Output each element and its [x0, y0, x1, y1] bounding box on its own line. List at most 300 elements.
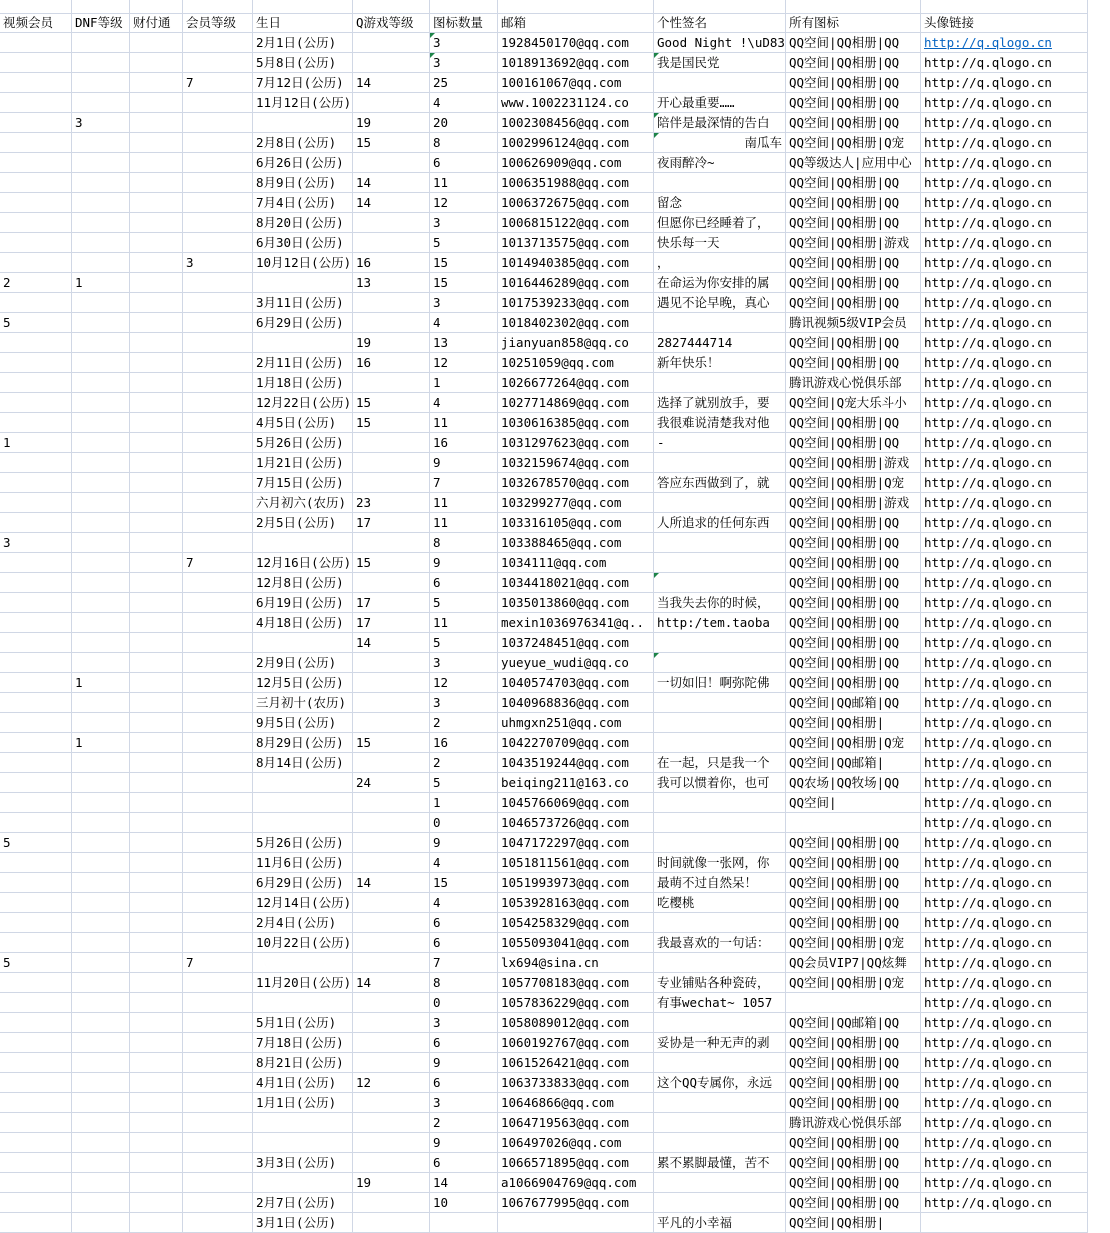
cell[interactable]: [0, 453, 72, 473]
cell[interactable]: [130, 273, 183, 293]
cell[interactable]: 12: [430, 673, 498, 693]
avatar-link[interactable]: http://q.qlogo.cn: [921, 833, 1088, 853]
cell[interactable]: [353, 673, 430, 693]
cell[interactable]: [72, 93, 130, 113]
cell[interactable]: 1031297623@qq.com: [498, 433, 654, 453]
cell[interactable]: 19: [353, 333, 430, 353]
cell[interactable]: 4月18日(公历): [253, 613, 353, 633]
cell[interactable]: QQ空间|QQ相册|Q宠: [786, 973, 921, 993]
cell[interactable]: 1: [430, 373, 498, 393]
cell[interactable]: [183, 313, 253, 333]
header-cell[interactable]: 财付通: [130, 14, 183, 33]
cell[interactable]: [353, 693, 430, 713]
cell[interactable]: [183, 173, 253, 193]
cell[interactable]: [130, 873, 183, 893]
cell[interactable]: a1066904769@qq.com: [498, 1173, 654, 1193]
cell[interactable]: [0, 1173, 72, 1193]
cell[interactable]: [353, 233, 430, 253]
cell[interactable]: 1057836229@qq.com: [498, 993, 654, 1013]
cell[interactable]: [353, 0, 430, 14]
cell[interactable]: 留念: [654, 193, 786, 213]
cell[interactable]: [353, 433, 430, 453]
cell[interactable]: [72, 1133, 130, 1153]
avatar-link[interactable]: http://q.qlogo.cn: [921, 173, 1088, 193]
cell[interactable]: QQ空间|QQ相册|QQ: [786, 1073, 921, 1093]
avatar-link[interactable]: http://q.qlogo.cn: [921, 373, 1088, 393]
cell[interactable]: [0, 413, 72, 433]
cell[interactable]: [0, 633, 72, 653]
cell[interactable]: [130, 813, 183, 833]
cell[interactable]: QQ空间|QQ相册|游戏: [786, 493, 921, 513]
cell[interactable]: [183, 573, 253, 593]
cell[interactable]: [130, 133, 183, 153]
cell[interactable]: 2: [430, 713, 498, 733]
cell[interactable]: 6: [430, 1073, 498, 1093]
cell[interactable]: [786, 993, 921, 1013]
avatar-link[interactable]: http://q.qlogo.cn: [921, 133, 1088, 153]
cell[interactable]: 1016446289@qq.com: [498, 273, 654, 293]
cell[interactable]: 妥协是一种无声的剥: [654, 1033, 786, 1053]
cell[interactable]: [0, 193, 72, 213]
avatar-link[interactable]: http://q.qlogo.cn: [921, 973, 1088, 993]
cell[interactable]: 8月9日(公历): [253, 173, 353, 193]
cell[interactable]: 0: [430, 993, 498, 1013]
cell[interactable]: 5: [430, 593, 498, 613]
cell[interactable]: [353, 1193, 430, 1213]
cell[interactable]: QQ空间|: [786, 793, 921, 813]
avatar-link[interactable]: http://q.qlogo.cn: [921, 33, 1088, 53]
cell[interactable]: [183, 1033, 253, 1053]
cell[interactable]: [430, 1213, 498, 1233]
cell[interactable]: 4: [430, 893, 498, 913]
cell[interactable]: [253, 993, 353, 1013]
cell[interactable]: 17: [353, 613, 430, 633]
cell[interactable]: 17: [353, 593, 430, 613]
avatar-link[interactable]: http://q.qlogo.cn: [921, 213, 1088, 233]
cell[interactable]: [183, 653, 253, 673]
cell[interactable]: [183, 613, 253, 633]
cell[interactable]: 六月初六(农历): [253, 493, 353, 513]
cell[interactable]: 8: [430, 533, 498, 553]
cell[interactable]: beiqing211@163.co: [498, 773, 654, 793]
cell[interactable]: [130, 893, 183, 913]
cell[interactable]: QQ空间|QQ相册|QQ: [786, 173, 921, 193]
cell[interactable]: [130, 713, 183, 733]
cell[interactable]: [353, 1133, 430, 1153]
cell[interactable]: [72, 1173, 130, 1193]
cell[interactable]: [353, 713, 430, 733]
avatar-link[interactable]: http://q.qlogo.cn: [921, 433, 1088, 453]
cell[interactable]: 1030616385@qq.com: [498, 413, 654, 433]
cell[interactable]: [353, 833, 430, 853]
cell[interactable]: 1064719563@qq.com: [498, 1113, 654, 1133]
cell[interactable]: [353, 1153, 430, 1173]
cell[interactable]: 1034418021@qq.com: [498, 573, 654, 593]
cell[interactable]: [183, 913, 253, 933]
cell[interactable]: [0, 573, 72, 593]
cell[interactable]: 在一起，只是我一个: [654, 753, 786, 773]
cell[interactable]: 我是国民党: [654, 53, 786, 73]
cell[interactable]: [353, 313, 430, 333]
cell[interactable]: QQ空间|QQ相册|QQ: [786, 293, 921, 313]
cell[interactable]: 5月26日(公历): [253, 833, 353, 853]
cell[interactable]: 103316105@qq.com: [498, 513, 654, 533]
cell[interactable]: [130, 1013, 183, 1033]
cell[interactable]: [72, 453, 130, 473]
cell[interactable]: [183, 893, 253, 913]
cell[interactable]: 我可以惯着你，也可: [654, 773, 786, 793]
cell[interactable]: [130, 1173, 183, 1193]
cell[interactable]: [130, 853, 183, 873]
cell[interactable]: [0, 1053, 72, 1073]
cell[interactable]: [130, 673, 183, 693]
cell[interactable]: QQ空间|QQ相册|QQ: [786, 613, 921, 633]
cell[interactable]: 1055093041@qq.com: [498, 933, 654, 953]
cell[interactable]: 2月11日(公历): [253, 353, 353, 373]
cell[interactable]: 23: [353, 493, 430, 513]
cell[interactable]: [654, 373, 786, 393]
cell[interactable]: [654, 793, 786, 813]
cell[interactable]: [130, 933, 183, 953]
cell[interactable]: 12月16日(公历): [253, 553, 353, 573]
cell[interactable]: 1月21日(公历): [253, 453, 353, 473]
avatar-link[interactable]: http://q.qlogo.cn: [921, 273, 1088, 293]
cell[interactable]: [353, 753, 430, 773]
avatar-link[interactable]: http://q.qlogo.cn: [921, 613, 1088, 633]
cell[interactable]: [353, 793, 430, 813]
avatar-link[interactable]: http://q.qlogo.cn: [921, 1133, 1088, 1153]
cell[interactable]: [130, 993, 183, 1013]
cell[interactable]: [130, 1133, 183, 1153]
cell[interactable]: 19: [353, 1173, 430, 1193]
cell[interactable]: [0, 813, 72, 833]
cell[interactable]: 2827444714: [654, 333, 786, 353]
cell[interactable]: QQ等级达人|应用中心: [786, 153, 921, 173]
cell[interactable]: [0, 213, 72, 233]
cell[interactable]: 1026677264@qq.com: [498, 373, 654, 393]
cell[interactable]: 16: [430, 433, 498, 453]
cell[interactable]: 4: [430, 93, 498, 113]
cell[interactable]: QQ空间|QQ相册|QQ: [786, 893, 921, 913]
cell[interactable]: [0, 693, 72, 713]
cell[interactable]: 16: [353, 353, 430, 373]
cell[interactable]: [654, 693, 786, 713]
cell[interactable]: [253, 953, 353, 973]
cell[interactable]: 南瓜车: [654, 133, 786, 153]
cell[interactable]: QQ空间|QQ相册|QQ: [786, 33, 921, 53]
cell[interactable]: [72, 193, 130, 213]
cell[interactable]: 3: [0, 533, 72, 553]
cell[interactable]: [0, 473, 72, 493]
cell[interactable]: 3: [430, 213, 498, 233]
avatar-link[interactable]: http://q.qlogo.cn: [921, 473, 1088, 493]
cell[interactable]: QQ空间|QQ相册|QQ: [786, 213, 921, 233]
cell[interactable]: 9: [430, 833, 498, 853]
avatar-link[interactable]: http://q.qlogo.cn: [921, 753, 1088, 773]
cell[interactable]: 6: [430, 573, 498, 593]
cell[interactable]: 1002308456@qq.com: [498, 113, 654, 133]
cell[interactable]: [130, 793, 183, 813]
cell[interactable]: [72, 313, 130, 333]
cell[interactable]: [498, 1213, 654, 1233]
cell[interactable]: 1034111@qq.com: [498, 553, 654, 573]
cell[interactable]: 快乐每一天: [654, 233, 786, 253]
cell[interactable]: 0: [430, 813, 498, 833]
cell[interactable]: QQ空间|QQ邮箱|: [786, 753, 921, 773]
cell[interactable]: QQ空间|QQ相册|QQ: [786, 193, 921, 213]
avatar-link[interactable]: http://q.qlogo.cn: [921, 413, 1088, 433]
cell[interactable]: 3: [430, 33, 498, 53]
cell[interactable]: [72, 753, 130, 773]
cell[interactable]: [183, 53, 253, 73]
cell[interactable]: [654, 713, 786, 733]
cell[interactable]: QQ空间|QQ相册|QQ: [786, 1093, 921, 1113]
cell[interactable]: 专业铺贴各种瓷砖，: [654, 973, 786, 993]
avatar-link[interactable]: http://q.qlogo.cn: [921, 713, 1088, 733]
cell[interactable]: [0, 613, 72, 633]
cell[interactable]: [430, 0, 498, 14]
cell[interactable]: [0, 913, 72, 933]
cell[interactable]: QQ空间|QQ相册|QQ: [786, 1133, 921, 1153]
cell[interactable]: QQ空间|QQ相册|QQ: [786, 353, 921, 373]
cell[interactable]: [130, 773, 183, 793]
cell[interactable]: 6: [430, 1033, 498, 1053]
header-cell[interactable]: 所有图标: [786, 14, 921, 33]
cell[interactable]: 12月14日(公历): [253, 893, 353, 913]
cell[interactable]: QQ空间|QQ相册|QQ: [786, 533, 921, 553]
cell[interactable]: 1040574703@qq.com: [498, 673, 654, 693]
header-cell[interactable]: Q游戏等级: [353, 14, 430, 33]
cell[interactable]: [0, 753, 72, 773]
cell[interactable]: 1: [72, 733, 130, 753]
cell[interactable]: [72, 393, 130, 413]
cell[interactable]: [183, 773, 253, 793]
cell[interactable]: QQ空间|QQ相册|QQ: [786, 333, 921, 353]
cell[interactable]: [353, 853, 430, 873]
cell[interactable]: 腾讯游戏心悦俱乐部: [786, 373, 921, 393]
cell[interactable]: QQ空间|QQ相册|Q宠: [786, 933, 921, 953]
cell[interactable]: [654, 0, 786, 14]
cell[interactable]: [130, 493, 183, 513]
avatar-link[interactable]: http://q.qlogo.cn: [921, 1093, 1088, 1113]
cell[interactable]: [353, 1013, 430, 1033]
cell[interactable]: [72, 1033, 130, 1053]
cell[interactable]: 11: [430, 413, 498, 433]
cell[interactable]: [183, 1213, 253, 1233]
header-cell[interactable]: 头像链接: [921, 14, 1088, 33]
cell[interactable]: [654, 1193, 786, 1213]
cell[interactable]: [72, 533, 130, 553]
cell[interactable]: 最萌不过自然呆！: [654, 873, 786, 893]
cell[interactable]: [654, 1113, 786, 1133]
cell[interactable]: [654, 73, 786, 93]
cell[interactable]: 1: [72, 673, 130, 693]
cell[interactable]: 9: [430, 553, 498, 573]
cell[interactable]: 15: [353, 733, 430, 753]
cell[interactable]: 8月29日(公历): [253, 733, 353, 753]
cell[interactable]: 5月8日(公历): [253, 53, 353, 73]
cell[interactable]: 7: [430, 473, 498, 493]
cell[interactable]: [183, 693, 253, 713]
cell[interactable]: 1057708183@qq.com: [498, 973, 654, 993]
cell[interactable]: [130, 173, 183, 193]
avatar-link[interactable]: http://q.qlogo.cn: [921, 1073, 1088, 1093]
cell[interactable]: [72, 1073, 130, 1093]
cell[interactable]: [72, 153, 130, 173]
cell[interactable]: [130, 1073, 183, 1093]
cell[interactable]: [183, 793, 253, 813]
cell[interactable]: QQ空间|QQ相册|QQ: [786, 1053, 921, 1073]
cell[interactable]: [72, 613, 130, 633]
cell[interactable]: [72, 513, 130, 533]
cell[interactable]: [654, 1053, 786, 1073]
cell[interactable]: [130, 453, 183, 473]
avatar-link[interactable]: http://q.qlogo.cn: [921, 253, 1088, 273]
cell[interactable]: [130, 153, 183, 173]
cell[interactable]: [654, 533, 786, 553]
cell[interactable]: [72, 853, 130, 873]
cell[interactable]: 6月30日(公历): [253, 233, 353, 253]
cell[interactable]: 1043519244@qq.com: [498, 753, 654, 773]
cell[interactable]: [183, 973, 253, 993]
cell[interactable]: 人所追求的任何东西: [654, 513, 786, 533]
cell[interactable]: [183, 273, 253, 293]
cell[interactable]: 3: [430, 53, 498, 73]
cell[interactable]: 3月3日(公历): [253, 1153, 353, 1173]
cell[interactable]: [72, 53, 130, 73]
cell[interactable]: 2月5日(公历): [253, 513, 353, 533]
cell[interactable]: 100626909@qq.com: [498, 153, 654, 173]
cell[interactable]: 1013713575@qq.com: [498, 233, 654, 253]
cell[interactable]: [0, 1193, 72, 1213]
cell[interactable]: [183, 333, 253, 353]
cell[interactable]: [183, 1053, 253, 1073]
avatar-link[interactable]: http://q.qlogo.cn: [921, 73, 1088, 93]
cell[interactable]: [130, 533, 183, 553]
cell[interactable]: 10月12日(公历): [253, 253, 353, 273]
cell[interactable]: 累不累脚最懂，苦不: [654, 1153, 786, 1173]
avatar-link[interactable]: http://q.qlogo.cn: [921, 153, 1088, 173]
cell[interactable]: 1: [0, 433, 72, 453]
cell[interactable]: [353, 1113, 430, 1133]
cell[interactable]: 6月19日(公历): [253, 593, 353, 613]
cell[interactable]: QQ空间|QQ相册|QQ: [786, 653, 921, 673]
avatar-link[interactable]: http://q.qlogo.cn: [921, 533, 1088, 553]
cell[interactable]: 14: [353, 173, 430, 193]
cell[interactable]: [0, 73, 72, 93]
avatar-link[interactable]: http://q.qlogo.cn: [921, 93, 1088, 113]
cell[interactable]: QQ空间|QQ相册|QQ: [786, 553, 921, 573]
cell[interactable]: 选择了就别放手，要: [654, 393, 786, 413]
cell[interactable]: 6: [430, 1153, 498, 1173]
header-cell[interactable]: 生日: [253, 14, 353, 33]
avatar-link[interactable]: http://q.qlogo.cn: [921, 733, 1088, 753]
cell[interactable]: [72, 253, 130, 273]
cell[interactable]: [654, 1013, 786, 1033]
cell[interactable]: [921, 0, 1088, 14]
cell[interactable]: [72, 953, 130, 973]
cell[interactable]: [0, 673, 72, 693]
cell[interactable]: 7月12日(公历): [253, 73, 353, 93]
avatar-link[interactable]: http://q.qlogo.cn: [921, 453, 1088, 473]
cell[interactable]: [72, 933, 130, 953]
cell[interactable]: 平凡的小幸福: [654, 1213, 786, 1233]
cell[interactable]: [72, 0, 130, 14]
cell[interactable]: [253, 333, 353, 353]
cell[interactable]: [654, 813, 786, 833]
cell[interactable]: QQ空间|QQ相册|QQ: [786, 1193, 921, 1213]
cell[interactable]: [130, 833, 183, 853]
cell[interactable]: 6: [430, 913, 498, 933]
cell[interactable]: 3: [430, 693, 498, 713]
cell[interactable]: lx694@sina.cn: [498, 953, 654, 973]
cell[interactable]: [0, 513, 72, 533]
cell[interactable]: [0, 333, 72, 353]
cell[interactable]: [0, 733, 72, 753]
cell[interactable]: QQ空间|QQ相册|QQ: [786, 593, 921, 613]
cell[interactable]: [353, 1213, 430, 1233]
cell[interactable]: 6: [430, 933, 498, 953]
cell[interactable]: [130, 0, 183, 14]
cell[interactable]: 4月5日(公历): [253, 413, 353, 433]
cell[interactable]: 1035013860@qq.com: [498, 593, 654, 613]
cell[interactable]: 2月4日(公历): [253, 913, 353, 933]
cell[interactable]: [130, 953, 183, 973]
cell[interactable]: 我很难说清楚我对他: [654, 413, 786, 433]
cell[interactable]: 夜雨醉冷~: [654, 153, 786, 173]
cell[interactable]: 19: [353, 113, 430, 133]
cell[interactable]: [72, 473, 130, 493]
cell[interactable]: 1018402302@qq.com: [498, 313, 654, 333]
cell[interactable]: QQ空间|QQ相册|QQ: [786, 633, 921, 653]
cell[interactable]: 5: [0, 953, 72, 973]
cell[interactable]: [130, 213, 183, 233]
cell[interactable]: 腾讯游戏心悦俱乐部: [786, 1113, 921, 1133]
cell[interactable]: QQ空间|QQ邮箱|QQ: [786, 1013, 921, 1033]
avatar-link[interactable]: http://q.qlogo.cn: [921, 553, 1088, 573]
cell[interactable]: 16: [430, 733, 498, 753]
cell[interactable]: 15: [353, 553, 430, 573]
cell[interactable]: 5: [430, 773, 498, 793]
cell[interactable]: 10: [430, 1193, 498, 1213]
cell[interactable]: [72, 1213, 130, 1233]
cell[interactable]: ，: [654, 253, 786, 273]
cell[interactable]: [0, 133, 72, 153]
cell[interactable]: [130, 613, 183, 633]
cell[interactable]: QQ空间|QQ相册|QQ: [786, 873, 921, 893]
cell[interactable]: 当我失去你的时候，: [654, 593, 786, 613]
cell[interactable]: 1067677995@qq.com: [498, 1193, 654, 1213]
cell[interactable]: [183, 193, 253, 213]
cell[interactable]: [353, 953, 430, 973]
cell[interactable]: 11月20日(公历): [253, 973, 353, 993]
cell[interactable]: QQ空间|QQ相册|QQ: [786, 1173, 921, 1193]
cell[interactable]: 6月26日(公历): [253, 153, 353, 173]
cell[interactable]: 3: [72, 113, 130, 133]
cell[interactable]: [183, 393, 253, 413]
avatar-link[interactable]: http://q.qlogo.cn: [921, 573, 1088, 593]
cell[interactable]: [130, 593, 183, 613]
avatar-link[interactable]: http://q.qlogo.cn: [921, 873, 1088, 893]
cell[interactable]: [130, 1153, 183, 1173]
avatar-link[interactable]: http://q.qlogo.cn: [921, 953, 1088, 973]
cell[interactable]: 2月1日(公历): [253, 33, 353, 53]
avatar-link[interactable]: http://q.qlogo.cn: [921, 1053, 1088, 1073]
cell[interactable]: [353, 653, 430, 673]
cell[interactable]: [130, 233, 183, 253]
cell[interactable]: [183, 993, 253, 1013]
cell[interactable]: QQ空间|QQ相册|QQ: [786, 253, 921, 273]
